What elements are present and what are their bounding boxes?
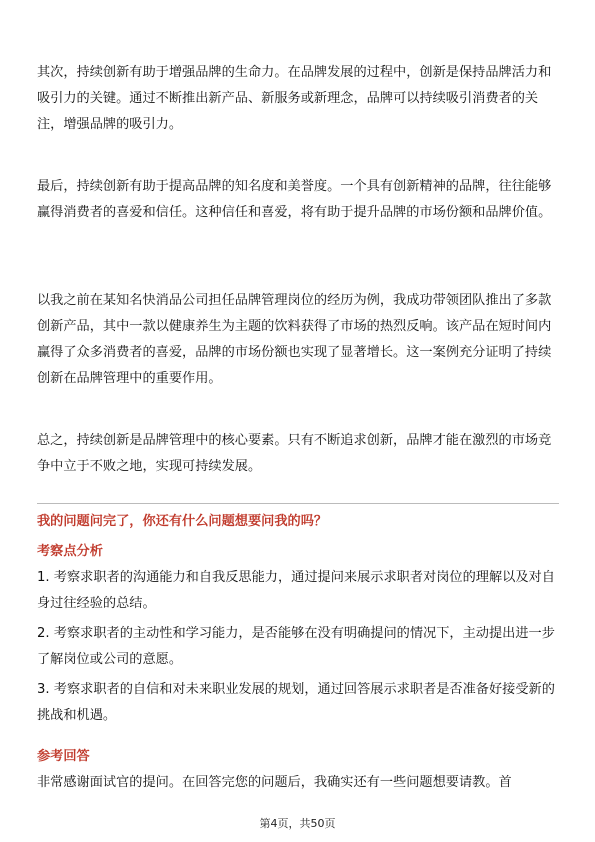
page-number: 第4页，共50页 [259,817,336,830]
answer-text: 非常感谢面试官的提问。在回答完您的问题后，我确实还有一些问题想要请教。首 [37,775,512,790]
analysis-list [37,565,559,733]
interview-question: 我的问题问完了，你还有什么问题想要问我的吗？ [37,514,328,529]
list-item: 1. 考察求职者的沟通能力和自我反思能力，通过提问来展示求职者对岗位的理解以及对自身过往经验的总结。 [37,570,555,611]
body-paragraph: 总之，持续创新是品牌管理中的核心要素。只有不断追求创新，品牌才能在激烈的市场竞争中立于不败之地，实现可持续发展。 [37,433,552,474]
list-item: 2. 考察求职者的主动性和学习能力，是否能够在没有明确提问的情况下，主动提出进一步了解岗位或公司的意愿。 [37,626,555,667]
body-paragraph: 其次，持续创新有助于增强品牌的生命力。在品牌发展的过程中，创新是保持品牌活力和吸引力的关键。通过不断推出新产品、新服务或新理念，品牌可以持续吸引消费者的关注，增强品牌的吸引力。 [37,65,552,132]
answer-heading: 参考回答 [37,749,90,764]
analysis-heading: 考察点分析 [37,544,103,559]
body-paragraph: 以我之前在某知名快消品公司担任品牌管理岗位的经历为例，我成功带领团队推出了多款创新产品，其中一款以健康养生为主题的饮料获得了市场的热烈反响。该产品在短时间内赢得了众多消费者的喜爱，品牌的市场份额也实现了显著增长。这一案例充分证明了持续创新在品牌管理中的重要作用。 [37,293,552,386]
section-divider [37,503,559,504]
list-item: 3. 考察求职者的自信和对未来职业发展的规划，通过回答展示求职者是否准备好接受新的挑战和机遇。 [37,682,555,723]
body-paragraph: 最后，持续创新有助于提高品牌的知名度和美誉度。一个具有创新精神的品牌，往往能够赢得消费者的喜爱和信任。这种信任和喜爱，将有助于提升品牌的市场份额和品牌价值。 [37,179,552,220]
